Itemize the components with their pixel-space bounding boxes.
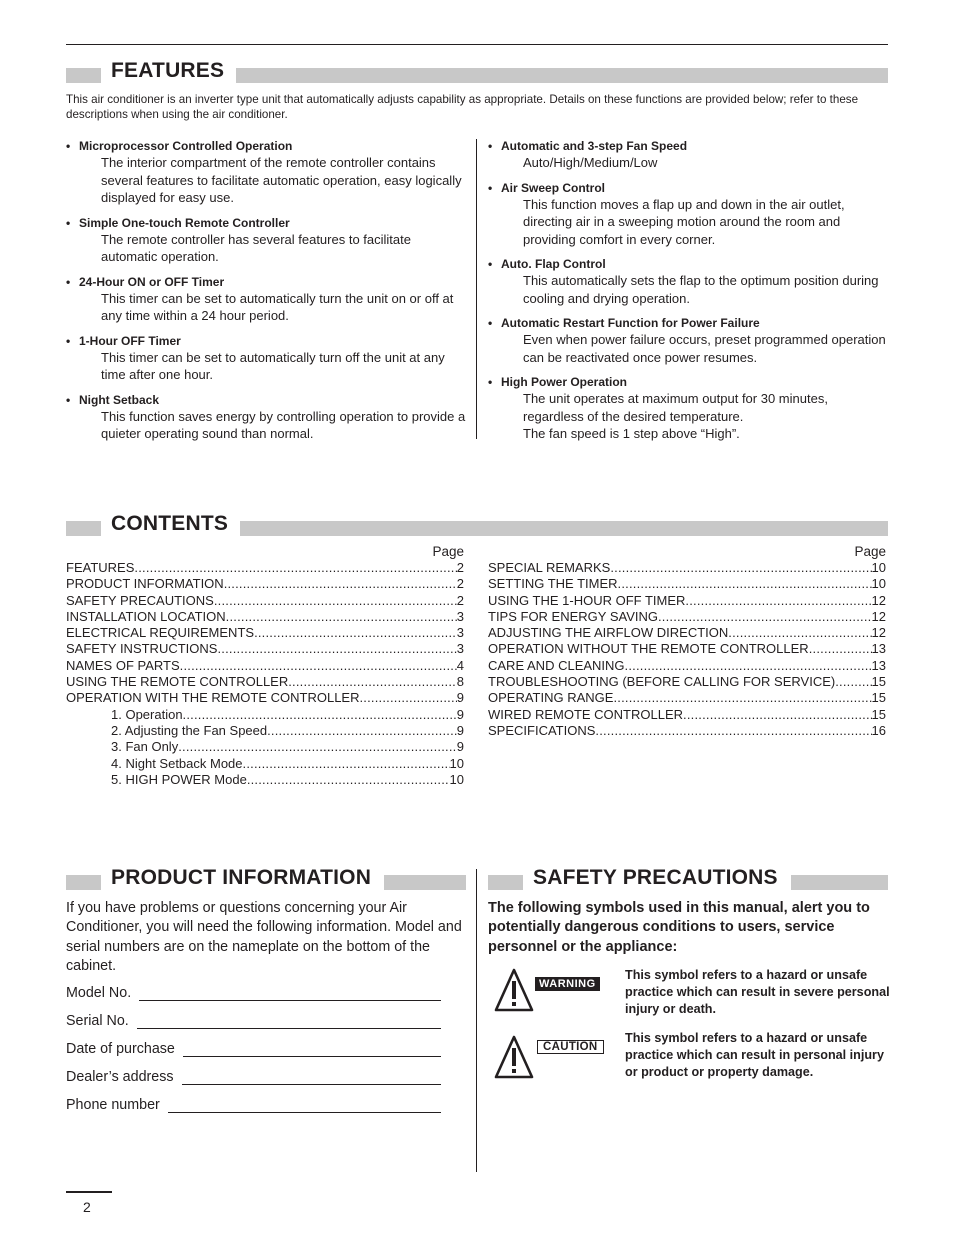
features-right-column <box>488 139 888 452</box>
bullet: • <box>66 139 71 153</box>
bullet: • <box>488 180 493 195</box>
product-info-text: If you have problems or questions concerning your Air Conditioner, you will need the following information. Model and serial numbers are on the nameplate on the bottom of the cabinet. <box>66 900 462 974</box>
toc-dot-leader <box>243 756 450 772</box>
field-line <box>183 1042 441 1057</box>
feature-item <box>66 275 466 325</box>
feature-item <box>488 316 888 366</box>
bullet: • <box>488 139 493 153</box>
toc-entry-title: USING THE REMOTE CONTROLLER <box>66 674 289 690</box>
toc-entry-page: 2 <box>456 560 464 575</box>
feature-item <box>66 139 466 207</box>
toc-entry-page: 10 <box>449 771 464 787</box>
toc-dot-leader <box>685 593 871 609</box>
toc-entry-page: 15 <box>871 690 886 706</box>
features-title: FEATURES <box>111 59 225 82</box>
toc-entry-page: 13 <box>871 657 886 673</box>
warning-badge: WARNING <box>535 977 600 991</box>
footer-rule <box>66 1191 112 1193</box>
toc-entry <box>66 658 464 674</box>
toc-entry <box>66 739 464 755</box>
toc-entry-page: 3 <box>456 608 464 624</box>
toc-entry-title: TIPS FOR ENERGY SAVING <box>488 608 658 624</box>
toc-entry-page: 4 <box>456 657 464 673</box>
feature-body: This timer can be set to automatically turn off the unit at any time after one hour. <box>101 349 445 382</box>
toc-dot-leader <box>610 560 871 576</box>
toc-entry-title: SAFETY INSTRUCTIONS <box>66 641 218 657</box>
warning-description: This symbol refers to a hazard or unsafe practice which can result in severe personal injury or death. <box>625 968 890 1016</box>
toc-entry <box>66 674 464 690</box>
header-bar-right <box>791 875 888 890</box>
toc-dot-leader <box>809 641 872 657</box>
toc-entry-page: 9 <box>456 690 464 706</box>
toc-dot-leader <box>288 674 457 690</box>
page-number: 2 <box>83 1199 91 1215</box>
toc-entry-page: 3 <box>456 641 464 657</box>
toc-entry-title: OPERATION WITH THE REMOTE CONTROLLER <box>66 690 360 706</box>
toc-dot-leader <box>728 625 871 641</box>
toc-entry-page: 9 <box>456 706 464 722</box>
toc-entry-page: 2 <box>456 592 464 608</box>
feature-body: Auto/High/Medium/Low <box>523 155 658 170</box>
toc-entry <box>488 723 886 739</box>
toc-entry <box>66 723 464 739</box>
page-column-label: Page <box>854 544 886 559</box>
toc-dot-leader <box>180 658 457 674</box>
feature-body: This automatically sets the flap to the optimum position during cooling and drying operation. <box>523 273 879 306</box>
toc-entry-title: USING THE 1-HOUR OFF TIMER <box>488 592 686 608</box>
toc-entry-title: FEATURES <box>66 560 135 575</box>
caution-description: This symbol refers to a hazard or unsafe practice which can result in personal injury or product or property damage. <box>625 1031 884 1079</box>
toc-entry <box>488 674 886 690</box>
field-label: Model No. <box>66 985 132 1001</box>
toc-entry-page: 15 <box>871 706 886 722</box>
contents-right-column <box>488 543 886 739</box>
field-label: Serial No. <box>66 1013 129 1029</box>
toc-entry <box>488 690 886 706</box>
toc-entry-title: WIRED REMOTE CONTROLLER <box>488 706 684 722</box>
toc-entry-title: OPERATION WITHOUT THE REMOTE CONTROLLER <box>488 641 809 657</box>
feature-heading: Air Sweep Control <box>501 180 606 195</box>
toc-dot-leader <box>359 690 456 706</box>
field-line <box>137 1014 441 1029</box>
header-bar-left <box>488 875 523 890</box>
toc-entry <box>66 641 464 657</box>
bullet: • <box>66 392 71 407</box>
features-left-column <box>66 139 466 452</box>
toc-entry <box>488 609 886 625</box>
toc-entry-page: 10 <box>871 576 886 592</box>
model-no-field <box>66 985 441 1001</box>
toc-dot-leader <box>625 658 872 674</box>
feature-heading: Automatic Restart Function for Power Failure <box>501 316 760 330</box>
feature-body: Even when power failure occurs, preset programmed operation can be reactivated once power resumes. <box>523 332 886 365</box>
toc-entry-title: INSTALLATION LOCATION <box>66 608 226 624</box>
toc-dot-leader <box>224 576 457 592</box>
feature-heading: High Power Operation <box>501 375 628 389</box>
toc-entry <box>66 707 464 723</box>
toc-entry-page: 12 <box>871 592 886 608</box>
toc-entry <box>488 641 886 657</box>
dealers-address-field <box>66 1069 441 1085</box>
toc-entry-title: SAFETY PRECAUTIONS <box>66 592 214 608</box>
caution-badge: CAUTION <box>537 1040 604 1054</box>
feature-item <box>488 375 888 443</box>
product-info-header <box>66 866 466 891</box>
product-info-title: PRODUCT INFORMATION <box>111 866 372 889</box>
toc-entry-page: 12 <box>871 625 886 641</box>
field-line <box>168 1098 441 1113</box>
toc-dot-leader <box>618 576 872 592</box>
feature-heading: Auto. Flap Control <box>501 257 606 271</box>
serial-no-field <box>66 1013 441 1029</box>
toc-entry <box>488 658 886 674</box>
toc-entry <box>66 609 464 625</box>
toc-entry-title: CARE AND CLEANING <box>488 657 625 673</box>
feature-item <box>488 181 888 249</box>
features-header <box>66 59 888 84</box>
header-bar-left <box>66 521 101 536</box>
feature-body: The remote controller has several features to facilitate automatic operation. <box>101 231 411 264</box>
bullet: • <box>66 274 71 289</box>
contents-title: CONTENTS <box>111 512 229 535</box>
date-of-purchase-field <box>66 1041 441 1057</box>
warning-triangle-icon <box>494 967 534 1013</box>
feature-heading: Night Setback <box>79 392 160 407</box>
toc-entry-page: 10 <box>449 755 464 771</box>
toc-entry <box>66 560 464 576</box>
feature-body: This function saves energy by controlling operation to provide a quieter operating sound than normal. <box>101 408 466 441</box>
toc-entry <box>66 772 464 788</box>
toc-entry-page: 10 <box>871 560 886 575</box>
feature-body: This function moves a flap up and down in the air outlet, directing air in a sweeping motion around the room and providing comfort in every corner. <box>523 196 845 247</box>
toc-entry-page: 9 <box>456 739 464 755</box>
toc-entry-title: OPERATING RANGE <box>488 690 614 706</box>
toc-dot-leader <box>613 690 871 706</box>
column-divider <box>476 139 477 439</box>
features-intro: This air conditioner is an inverter type unit that automatically adjusts capability as appropriate. Details on these functions are provided below; refer to these descriptions when using the air conditioner. <box>66 93 859 121</box>
bullet: • <box>488 257 493 271</box>
toc-entry <box>488 707 886 723</box>
feature-body: The interior compartment of the remote controller contains several features to facilitate automatic operation, easy logically displayed for easy use. <box>101 155 462 205</box>
bullet: • <box>66 333 71 348</box>
toc-entry-title: SETTING THE TIMER <box>488 576 618 592</box>
header-bar-left <box>66 68 101 83</box>
toc-dot-leader <box>835 674 871 690</box>
toc-dot-leader <box>214 593 457 609</box>
toc-entry-title: PRODUCT INFORMATION <box>66 576 224 592</box>
toc-entry <box>488 560 886 576</box>
safety-header <box>488 866 888 891</box>
toc-entry-page: 12 <box>871 608 886 624</box>
header-bar-right <box>236 68 888 83</box>
toc-entry-title: NAMES OF PARTS <box>66 657 180 673</box>
feature-body-note: The fan speed is 1 step above “High”. <box>523 426 740 441</box>
feature-item <box>488 257 888 307</box>
field-line <box>139 986 441 1001</box>
toc-entry-title: 4. Night Setback Mode <box>111 755 243 771</box>
toc-entry-title: 5. HIGH POWER Mode <box>111 771 247 787</box>
feature-body: This timer can be set to automatically turn the unit on or off at any time within a 24 hour period. <box>101 290 454 323</box>
safety-intro: The following symbols used in this manual, alert you to potentially dangerous conditions to users, service personnel or the appliance: <box>488 900 870 955</box>
toc-dot-leader <box>658 609 872 625</box>
toc-dot-leader <box>247 772 450 788</box>
toc-entry-title: SPECIFICATIONS <box>488 722 596 738</box>
toc-entry-title: 3. Fan Only <box>111 739 179 755</box>
feature-item <box>488 139 888 172</box>
safety-title: SAFETY PRECAUTIONS <box>533 866 778 889</box>
bullet: • <box>488 316 493 330</box>
toc-dot-leader <box>183 707 457 723</box>
field-label: Date of purchase <box>66 1041 175 1057</box>
toc-entry-page: 13 <box>871 641 886 657</box>
toc-dot-leader <box>683 707 872 723</box>
toc-entry-title: ADJUSTING THE AIRFLOW DIRECTION <box>488 625 729 641</box>
toc-entry-page: 8 <box>456 674 464 690</box>
toc-entry-title: 2. Adjusting the Fan Speed <box>111 722 268 738</box>
page-column-label: Page <box>432 544 464 559</box>
toc-entry-page: 15 <box>871 674 886 690</box>
toc-entry <box>488 593 886 609</box>
field-label: Phone number <box>66 1097 160 1113</box>
toc-entry-title: ELECTRICAL REQUIREMENTS <box>66 625 255 641</box>
feature-item <box>66 393 466 443</box>
toc-dot-leader <box>217 641 456 657</box>
toc-entry <box>488 576 886 592</box>
feature-item <box>66 334 466 384</box>
toc-dot-leader <box>134 560 456 576</box>
bullet: • <box>488 375 493 389</box>
toc-entry <box>488 625 886 641</box>
toc-dot-leader <box>226 609 457 625</box>
feature-heading: Microprocessor Controlled Operation <box>79 139 293 153</box>
top-rule <box>66 44 888 45</box>
toc-entry <box>66 593 464 609</box>
toc-entry <box>66 625 464 641</box>
caution-triangle-icon <box>494 1034 534 1080</box>
feature-body: The unit operates at maximum output for 30 minutes, regardless of the desired temperature. <box>523 391 828 424</box>
toc-entry-page: 16 <box>871 722 886 738</box>
contents-left-column <box>66 543 464 788</box>
field-line <box>182 1070 441 1085</box>
toc-entry-page: 9 <box>456 722 464 738</box>
column-divider <box>476 869 477 1172</box>
bullet: • <box>66 215 71 230</box>
toc-entry-title: SPECIAL REMARKS <box>488 560 611 575</box>
toc-entry-page: 2 <box>456 576 464 592</box>
feature-heading: 1-Hour OFF Timer <box>79 333 181 348</box>
toc-entry-page: 3 <box>456 625 464 641</box>
feature-item <box>66 216 466 266</box>
feature-heading: Simple One-touch Remote Controller <box>79 215 290 230</box>
toc-dot-leader <box>254 625 457 641</box>
contents-header <box>66 512 888 537</box>
phone-number-field <box>66 1097 441 1113</box>
field-label: Dealer’s address <box>66 1069 174 1085</box>
feature-heading: 24-Hour ON or OFF Timer <box>79 274 225 289</box>
toc-dot-leader <box>267 723 457 739</box>
toc-dot-leader <box>178 739 457 755</box>
header-bar-right <box>240 521 888 536</box>
header-bar-right <box>384 875 466 890</box>
feature-heading: Automatic and 3-step Fan Speed <box>501 139 688 153</box>
toc-entry <box>66 756 464 772</box>
header-bar-left <box>66 875 101 890</box>
toc-entry-title: 1. Operation <box>111 706 183 722</box>
toc-dot-leader <box>595 723 871 739</box>
toc-entry <box>66 576 464 592</box>
toc-entry <box>66 690 464 706</box>
toc-entry-title: TROUBLESHOOTING (BEFORE CALLING FOR SERVICE) <box>488 674 836 690</box>
